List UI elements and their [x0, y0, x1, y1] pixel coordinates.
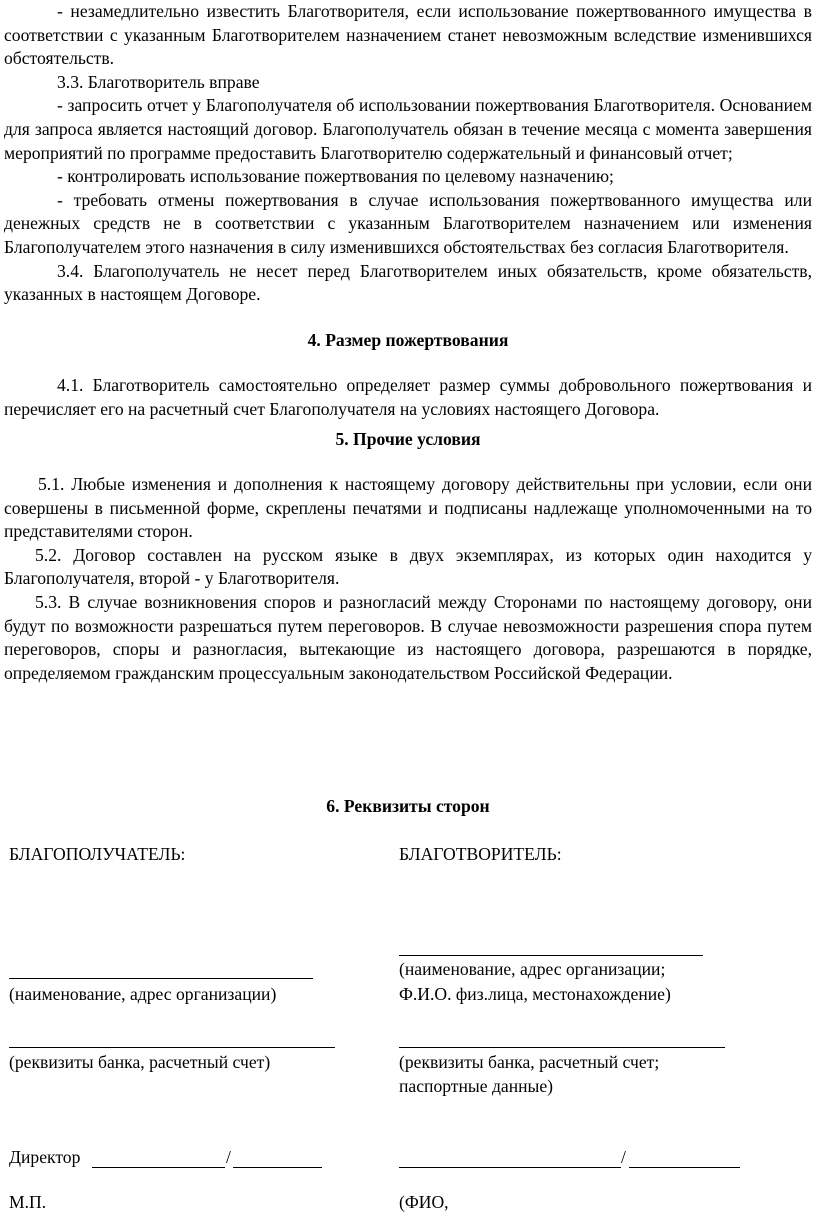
paragraph-3-3-cancel: - требовать отмены пожертвования в случае использования пожертвованного имущества или денежных средств не в соответствии с указанным Благотворителем назначением или изменения Благополучателем этого назначения в силу изменившихся обстоятельствах без согласия Благотворителя. — [4, 189, 812, 257]
donor-org-line — [399, 955, 703, 956]
director-signature-line — [92, 1167, 225, 1168]
director-name-line — [233, 1167, 322, 1168]
paragraph-5-1: 5.1. Любые изменения и дополнения к настоящему договору действительны при условии, если они совершены в письменной форме, скреплены печатями и подписаны надлежаще уполномоченными на то представителями сторон. — [4, 474, 812, 542]
paragraph-5-3: 5.3. В случае возникновения споров и разногласий между Сторонами по настоящему договору, они будут по возможности разрешаться путем переговоров. В случае невозможности разрешения спора путем переговоров, споры и разногласия, вытекающие из настоящего договора, разрешаются в порядке, определяемом гражданским процессуальным законодательством Российской Федерации. — [4, 592, 812, 683]
donor-name-line — [629, 1167, 740, 1168]
donor-bank-caption-1: (реквизиты банка, расчетный счет; — [399, 1052, 660, 1072]
donor-sign-separator: / — [621, 1147, 626, 1167]
donor-org-caption-2: Ф.И.О. физ.лица, местонахождение) — [399, 984, 671, 1004]
donor-signature-line — [399, 1167, 621, 1168]
section-4-title: 4. Размер пожертвования — [307, 329, 509, 350]
donor-heading: БЛАГОТВОРИТЕЛЬ: — [399, 844, 562, 864]
recipient-heading: БЛАГОПОЛУЧАТЕЛЬ: — [9, 844, 186, 864]
paragraph-3-2-notify: - незамедлительно известить Благотворителя, если использование пожертвованного имущества в соответствии с указанным Благотворителем назначением станет невозможным вследствие изменившихся обстоятельств. — [4, 1, 812, 69]
donor-bank-caption-2: паспортные данные) — [399, 1076, 554, 1096]
paragraph-3-3-report: - запросить отчет у Благополучателя об использовании пожертвования Благотворителя. Основанием для запроса является настоящий договор. Благополучатель обязан в течение месяца с момента завершения мероприятий по программе предоставить Благотворителю содержательный и финансовый отчет; — [4, 95, 812, 163]
paragraph-3-4: 3.4. Благополучатель не несет перед Благотворителем иных обязательств, кроме обязательств, указанных в настоящем Договоре. — [4, 260, 812, 305]
paragraph-5-2: 5.2. Договор составлен на русском языке в двух экземплярах, из которых один находится у Благополучателя, второй - у Благотворителя. — [4, 544, 812, 589]
paragraph-3-3-heading: 3.3. Благотворитель вправе — [57, 71, 260, 92]
recipient-bank-line — [9, 1047, 335, 1048]
section-5-title: 5. Прочие условия — [335, 428, 481, 449]
recipient-bank-caption: (реквизиты банка, расчетный счет) — [9, 1052, 271, 1072]
stamp-label: М.П. — [9, 1192, 47, 1212]
section-6-title: 6. Реквизиты сторон — [326, 796, 490, 816]
recipient-org-line — [9, 978, 313, 979]
director-label: Директор — [9, 1147, 81, 1167]
donor-fio-label: (ФИО, — [399, 1192, 449, 1212]
recipient-org-caption: (наименование, адрес организации) — [9, 984, 277, 1004]
paragraph-4-1: 4.1. Благотворитель самостоятельно определяет размер суммы добровольного пожертвования и перечисляет его на расчетный счет Благополучателя на условиях настоящего Договора. — [4, 375, 812, 419]
donor-bank-line — [399, 1047, 725, 1048]
donor-org-caption-1: (наименование, адрес организации; — [399, 959, 666, 979]
recipient-sign-separator: / — [226, 1147, 231, 1167]
document-body — [4, 0, 812, 685]
paragraph-3-3-control: - контролировать использование пожертвования по целевому назначению; — [57, 166, 614, 187]
